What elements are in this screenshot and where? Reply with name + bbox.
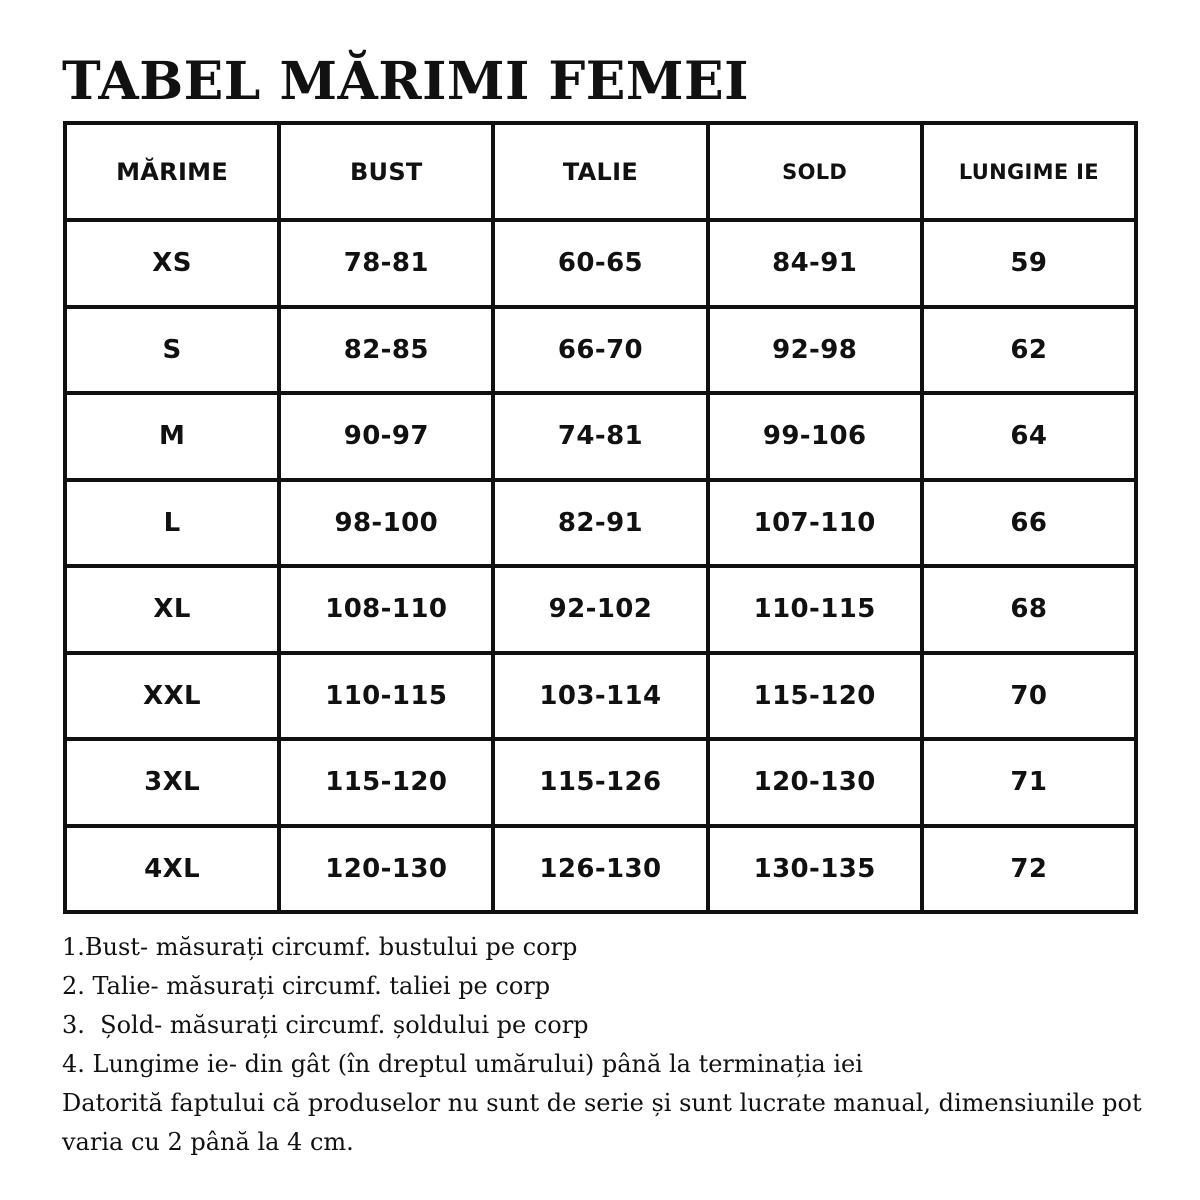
table-cell-bust: 98-100 — [279, 480, 493, 567]
column-header-waist: TALIE — [493, 123, 707, 220]
table-row — [65, 393, 1136, 480]
table-cell-size: XXL — [65, 653, 279, 740]
column-header-length: LUNGIME IE — [922, 123, 1136, 220]
table-cell-waist: 60-65 — [493, 220, 707, 307]
table-header-row — [65, 123, 1136, 220]
table-row — [65, 566, 1136, 653]
table-cell-size: XS — [65, 220, 279, 307]
table-cell-hip: 84-91 — [708, 220, 922, 307]
column-header-hip: SOLD — [708, 123, 922, 220]
table-cell-waist: 82-91 — [493, 480, 707, 567]
table-cell-waist: 115-126 — [493, 739, 707, 826]
table-cell-length: 62 — [922, 307, 1136, 394]
table-cell-length: 71 — [922, 739, 1136, 826]
table-cell-length: 59 — [922, 220, 1136, 307]
measurement-notes — [62, 928, 1142, 1162]
size-table — [63, 121, 1138, 914]
table-cell-size: M — [65, 393, 279, 480]
table-cell-bust: 120-130 — [279, 826, 493, 913]
table-row — [65, 480, 1136, 567]
table-cell-length: 72 — [922, 826, 1136, 913]
table-row — [65, 739, 1136, 826]
table-cell-hip: 99-106 — [708, 393, 922, 480]
table-row — [65, 653, 1136, 740]
table-cell-waist: 92-102 — [493, 566, 707, 653]
table-cell-hip: 92-98 — [708, 307, 922, 394]
note-hip: 3. Șold- măsurați circumf. șoldului pe corp — [62, 1011, 589, 1039]
table-cell-bust: 78-81 — [279, 220, 493, 307]
table-cell-size: XL — [65, 566, 279, 653]
table-cell-hip: 107-110 — [708, 480, 922, 567]
table-cell-bust: 115-120 — [279, 739, 493, 826]
table-cell-waist: 74-81 — [493, 393, 707, 480]
table-cell-length: 64 — [922, 393, 1136, 480]
note-waist: 2. Talie- măsurați circumf. taliei pe corp — [62, 972, 551, 1000]
table-cell-bust: 82-85 — [279, 307, 493, 394]
column-header-bust: BUST — [279, 123, 493, 220]
table-cell-length: 68 — [922, 566, 1136, 653]
table-cell-hip: 115-120 — [708, 653, 922, 740]
table-cell-size: 4XL — [65, 826, 279, 913]
note-length: 4. Lungime ie- din gât (în dreptul umărului) până la terminația iei — [62, 1050, 863, 1078]
table-cell-waist: 66-70 — [493, 307, 707, 394]
table-cell-length: 70 — [922, 653, 1136, 740]
table-cell-bust: 90-97 — [279, 393, 493, 480]
table-cell-bust: 110-115 — [279, 653, 493, 740]
note-bust: 1.Bust- măsurați circumf. bustului pe corp — [62, 933, 578, 961]
table-cell-length: 66 — [922, 480, 1136, 567]
table-cell-bust: 108-110 — [279, 566, 493, 653]
table-cell-hip: 120-130 — [708, 739, 922, 826]
page-title: TABEL MĂRIMI FEMEI — [62, 51, 749, 112]
table-row — [65, 307, 1136, 394]
note-disclaimer: Datorită faptului că produselor nu sunt de serie și sunt lucrate manual, dimensiunile pot varia cu 2 până la 4 cm. — [62, 1089, 1142, 1156]
table-cell-hip: 130-135 — [708, 826, 922, 913]
table-cell-waist: 103-114 — [493, 653, 707, 740]
table-cell-size: 3XL — [65, 739, 279, 826]
column-header-size: MĂRIME — [65, 123, 279, 220]
table-cell-size: L — [65, 480, 279, 567]
table-cell-hip: 110-115 — [708, 566, 922, 653]
table-cell-size: S — [65, 307, 279, 394]
table-cell-waist: 126-130 — [493, 826, 707, 913]
table-row — [65, 220, 1136, 307]
table-row — [65, 826, 1136, 913]
